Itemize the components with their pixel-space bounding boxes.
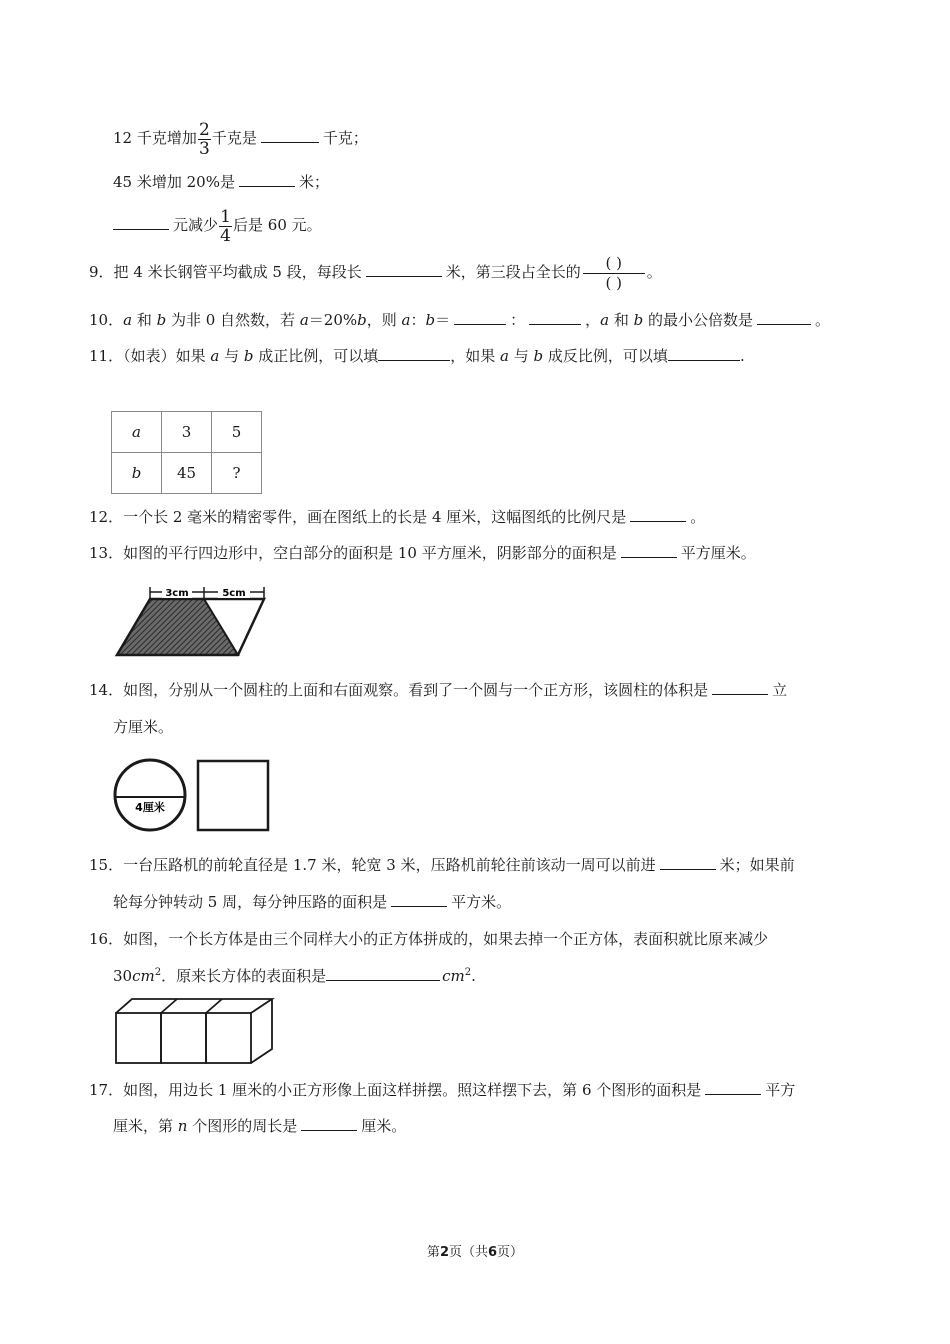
question-10: 10．a 和 b 为非 0 自然数，若 a＝20%b，则 a：b＝ ： ，a 和 b 的最小公倍数是 。: [89, 311, 831, 329]
question-14-line2: 方厘米。: [113, 718, 174, 736]
answer-blank[interactable]: [757, 310, 811, 325]
table-cell: 45: [162, 453, 212, 494]
answer-blank[interactable]: [239, 172, 295, 187]
table-cell: b: [112, 453, 162, 494]
fraction-two-thirds: $\frac{2}{3}$: [198, 119, 210, 159]
table-cell[interactable]: ?: [212, 453, 262, 494]
diameter-label: 4厘米: [135, 801, 165, 814]
answer-blank[interactable]: [621, 543, 677, 558]
question-17-line2: 厘米，第 n 个图形的周长是 厘米。: [113, 1117, 407, 1135]
answer-blank[interactable]: [454, 310, 506, 325]
question-13: 13．如图的平行四边形中，空白部分的面积是 10 平方厘米，阴影部分的面积是 平方厘米。: [89, 544, 756, 562]
parallelogram-figure: [112, 583, 272, 659]
circle-top-view: [115, 760, 185, 830]
page-number: 2: [439, 1245, 449, 1260]
answer-blank[interactable]: [113, 215, 169, 230]
table-cell: 3: [162, 412, 212, 453]
cube-front-1: [116, 1013, 161, 1063]
answer-blank[interactable]: [301, 1116, 357, 1131]
answer-blank[interactable]: [668, 346, 740, 361]
answer-blank[interactable]: [391, 892, 447, 907]
total-pages: 6: [488, 1245, 498, 1260]
table-row: [112, 412, 262, 453]
cube-front-2: [161, 1013, 206, 1063]
cube-front-3: [206, 1013, 251, 1063]
page-footer: 第2页（共6页）: [426, 1245, 524, 1260]
cylinder-views-figure: [112, 755, 277, 835]
paren-fraction[interactable]: ( ) ( ): [583, 254, 645, 293]
fraction-one-quarter: $\frac{1}{4}$: [220, 206, 231, 246]
answer-blank[interactable]: [366, 262, 442, 277]
answer-blank[interactable]: [660, 855, 716, 870]
question-17: 17．如图，用边长 1 厘米的小正方形像上面这样拼摆。照这样摆下去，第 6 个图形的面积是 平方: [89, 1081, 796, 1099]
question-15-line2: 轮每分钟转动 5 周，每分钟压路的面积是 平方米。: [113, 893, 512, 911]
table-cell: a: [112, 412, 162, 453]
prev-line-1: 12 千克增加 $\frac{2}{3}$ 千克是 千克；: [113, 119, 368, 159]
answer-blank[interactable]: [705, 1080, 761, 1095]
question-16: 16．如图，一个长方体是由三个同样大小的正方体拼成的，如果去掉一个正方体，表面积就比原来减少: [89, 930, 769, 948]
question-11: 11．（如表）如果 a 与 b 成正比例，可以填 ，如果 a 与 b 成反比例，可以填 .: [89, 347, 745, 365]
label-5cm: 5cm: [222, 588, 246, 599]
question-14: 14．如图，分别从一个圆柱的上面和右面观察。看到了一个圆与一个正方形，该圆柱的体积是 立: [89, 681, 788, 699]
cuboid-figure: [112, 997, 277, 1067]
shaded-triangle: [117, 599, 238, 655]
answer-blank[interactable]: [712, 680, 768, 695]
square-side-view: [198, 761, 268, 830]
answer-blank[interactable]: [261, 128, 319, 143]
table-cell: 5: [212, 412, 262, 453]
answer-blank[interactable]: [326, 966, 440, 981]
ratio-table: [111, 411, 262, 494]
answer-blank[interactable]: [630, 507, 686, 522]
question-16-line2: $30cm^2$．原来长方体的表面积是 $cm^2$.: [113, 967, 476, 985]
prev-line-2: 45 米增加 20%是 米；: [113, 173, 329, 191]
question-12: 12．一个长 2 毫米的精密零件，画在图纸上的长是 4 厘米，这幅图纸的比例尺是 。: [89, 508, 706, 526]
prev-line-3: 元减少 $\frac{1}{4}$ 后是 60 元。: [113, 205, 322, 245]
label-3cm: 3cm: [165, 588, 189, 599]
question-15: 15．一台压路机的前轮直径是 1.7 米，轮宽 3 米，压路机前轮往前该动一周可以前进 米；如果前: [89, 856, 795, 874]
answer-blank[interactable]: [378, 346, 450, 361]
question-9: 9．把 4 米长钢管平均截成 5 段，每段长 米，第三段占全长的 ( ) ( ) 。: [89, 253, 662, 292]
answer-blank[interactable]: [529, 310, 581, 325]
table-row: [112, 453, 262, 494]
